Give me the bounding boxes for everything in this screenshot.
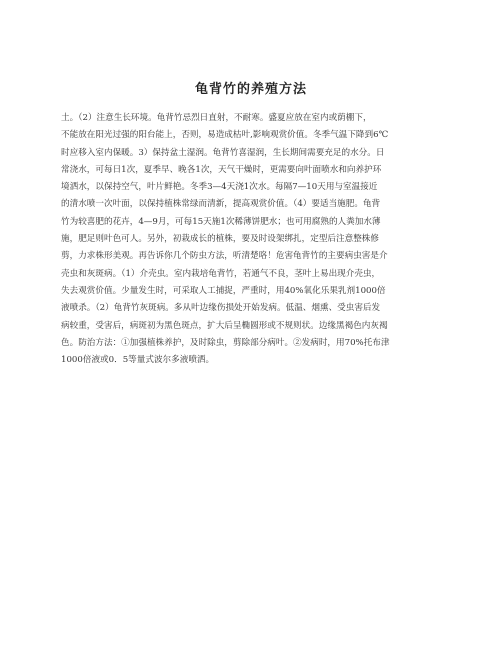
body-line: 病较重，受害后，病斑初为黑色斑点，扩大后呈椭圆形或不规则状。边缘黑褐色内灰褐 [61,320,388,331]
body-line: 境洒水，以保持空气，叶片鲜艳。冬季3—4天浇1次水。每隔7—10天用与室温接近 [61,182,378,193]
body-line: 剪，力求株形美观。再告诉你几个防虫方法，听清楚咯！危害龟背竹的主要病虫害是介 [61,251,388,262]
body-line: 土。（2）注意生长环境。龟背竹忌烈日直射，不耐寒。盛夏应放在室内或荫棚下， [61,113,372,123]
body-line: 1000倍液或0．5等量式波尔多液喷洒。 [61,355,215,366]
body-line: 施，肥足则叶色可人。另外，初栽成长的植株，要及时设架绑扎，定型后注意整株修 [61,234,379,245]
body-line: 的清水喷一次叶面，以保持植株常绿而清新，提高观赏价值。（4）要适当施肥。龟背 [61,199,381,210]
body-line: 色。防治方法：①加强植株养护，及时除虫，剪除部分病叶。②发病时，用70%托布津 [61,337,390,348]
document-body [61,110,449,369]
body-line: 失去观赏价值。少量发生时，可采取人工捕捉，严重时，用40%氧化乐果乳剂1000倍 [61,285,386,296]
body-line: 液喷杀。（2）龟背竹灰斑病。多从叶边缘伤损处开始发病。低温、烟熏、受虫害后发 [61,303,381,314]
body-line: 常浇水，可每日1次，夏季早、晚各1次，天气干燥时，更需要向叶面喷水和向养护环 [61,164,382,175]
body-line: 壳虫和灰斑病。（1）介壳虫。室内栽培龟背竹，若通气不良，茎叶上易出现介壳虫， [61,268,381,279]
body-line: 不能放在阳光过强的阳台能上，否则，易造成枯叶,影响观赏价值。冬季气温下降到6℃ [61,130,389,141]
body-line: 竹为较喜肥的花卉，4—9月，可每15天施1次稀薄饼肥水；也可用腐熟的人粪加水薄 [61,216,381,227]
document-title: 龟背竹的养殖方法 [194,82,307,97]
body-line: 时应移入室内保暖。3）保持盆土湿润。龟背竹喜湿润，生长期间需要充足的水分。日 [61,147,385,158]
